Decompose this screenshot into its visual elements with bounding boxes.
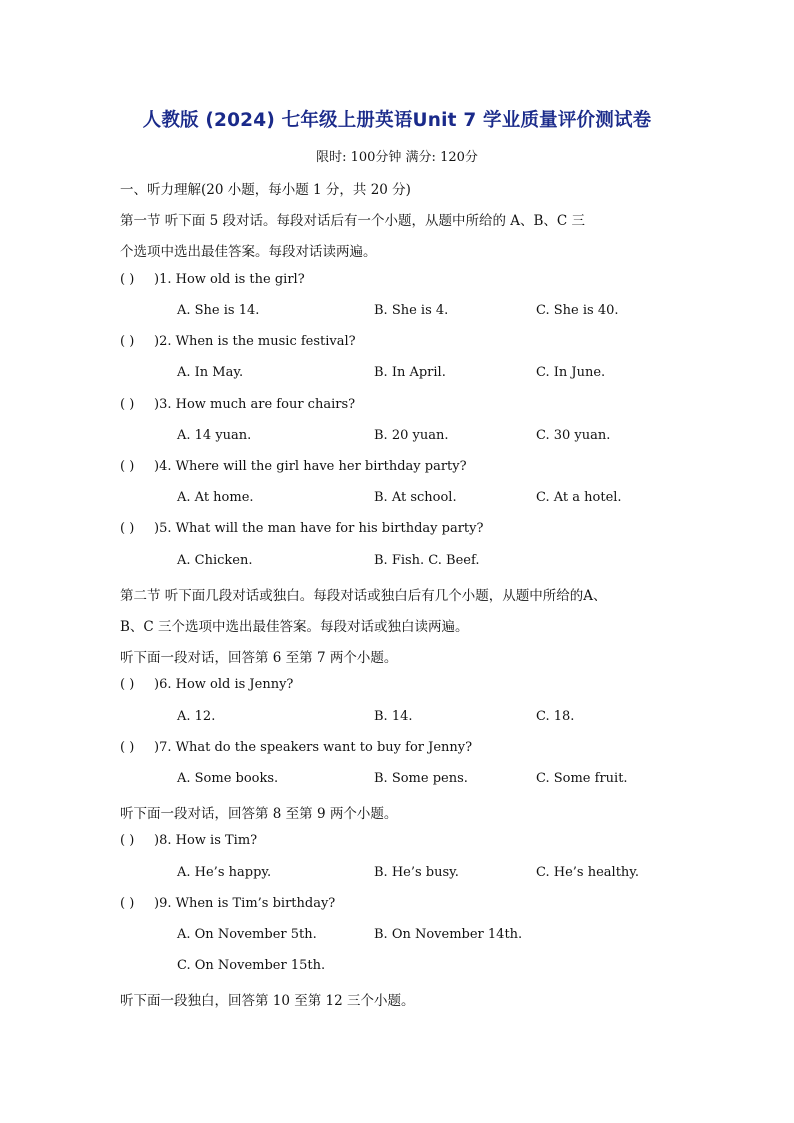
option-c: C. In June. (536, 365, 606, 380)
question-5 (120, 521, 483, 536)
section2-intro-line2: B、C 三个选项中选出最佳答案。每段对话或独白读两遍。 (120, 619, 469, 635)
option-b: B. On November 14th. (374, 927, 523, 942)
section1-intro-line2: 个选项中选出最佳答案。每段对话读两遍。 (120, 244, 377, 260)
prompt-q10-q12: 听下面一段独白，回答第 10 至第 12 三个小题。 (120, 993, 415, 1009)
option-b: B. Some pens. (374, 771, 468, 786)
question-6 (120, 677, 293, 692)
time-and-score: 限时: 100分钟 满分: 120分 (316, 150, 478, 165)
question-7 (120, 740, 472, 755)
option-b: B. In April. (374, 365, 446, 380)
answer-blank[interactable]: ( ) (120, 833, 135, 848)
option-a: A. 14 yuan. (177, 428, 252, 443)
option-c: C. At a hotel. (536, 490, 622, 505)
option-b: B. She is 4. (374, 303, 449, 318)
part1-heading: 一、听力理解(20 小题，每小题 1 分，共 20 分) (120, 182, 411, 198)
page-title: 人教版 (2024) 七年级上册英语Unit 7 学业质量评价测试卷 (142, 110, 652, 131)
section1-intro-line1: 第一节 听下面 5 段对话。每段对话后有一个小题，从题中所给的 A、B、C 三 (120, 213, 586, 229)
option-c: C. On November 15th. (177, 958, 326, 973)
question-2 (120, 334, 356, 349)
question-stem: )8. How is Tim? (154, 833, 258, 848)
option-b: B. At school. (374, 490, 457, 505)
option-a: A. She is 14. (177, 303, 260, 318)
answer-blank[interactable]: ( ) (120, 397, 135, 412)
answer-blank[interactable]: ( ) (120, 272, 135, 287)
question-stem: )9. When is Tim’s birthday? (154, 896, 336, 911)
option-b-and-c: B. Fish. C. Beef. (374, 553, 480, 568)
question-stem: )1. How old is the girl? (154, 272, 305, 287)
option-c: C. 18. (536, 709, 575, 724)
option-b: B. 20 yuan. (374, 428, 449, 443)
option-a: A. At home. (177, 490, 254, 505)
option-a: A. Chicken. (177, 553, 253, 568)
prompt-q6-q7: 听下面一段对话，回答第 6 至第 7 两个小题。 (120, 650, 398, 666)
option-c: C. He’s healthy. (536, 865, 640, 880)
option-a: A. He’s happy. (177, 865, 272, 880)
answer-blank[interactable]: ( ) (120, 459, 135, 474)
question-8 (120, 833, 257, 848)
question-stem: )2. When is the music festival? (154, 334, 356, 349)
option-a: A. In May. (177, 365, 244, 380)
option-c: C. 30 yuan. (536, 428, 611, 443)
option-c: C. She is 40. (536, 303, 619, 318)
prompt-q8-q9: 听下面一段对话，回答第 8 至第 9 两个小题。 (120, 806, 398, 822)
answer-blank[interactable]: ( ) (120, 677, 135, 692)
option-a: A. Some books. (177, 771, 279, 786)
answer-blank[interactable]: ( ) (120, 896, 135, 911)
question-4 (120, 459, 467, 474)
option-b: B. He’s busy. (374, 865, 459, 880)
answer-blank[interactable]: ( ) (120, 334, 135, 349)
question-stem: )7. What do the speakers want to buy for Jenny? (154, 740, 473, 755)
section2-intro-line1: 第二节 听下面几段对话或独白。每段对话或独白后有几个小题，从题中所给的A、 (120, 588, 607, 604)
option-a: A. On November 5th. (177, 927, 317, 942)
question-9 (120, 896, 335, 911)
question-stem: )3. How much are four chairs? (154, 397, 356, 412)
question-1 (120, 272, 305, 287)
question-stem: )4. Where will the girl have her birthday party? (154, 459, 467, 474)
question-stem: )6. How old is Jenny? (154, 677, 294, 692)
question-3 (120, 397, 355, 412)
option-b: B. 14. (374, 709, 413, 724)
question-stem: )5. What will the man have for his birthday party? (154, 521, 484, 536)
option-a: A. 12. (177, 709, 216, 724)
answer-blank[interactable]: ( ) (120, 740, 135, 755)
answer-blank[interactable]: ( ) (120, 521, 135, 536)
option-c: C. Some fruit. (536, 771, 628, 786)
